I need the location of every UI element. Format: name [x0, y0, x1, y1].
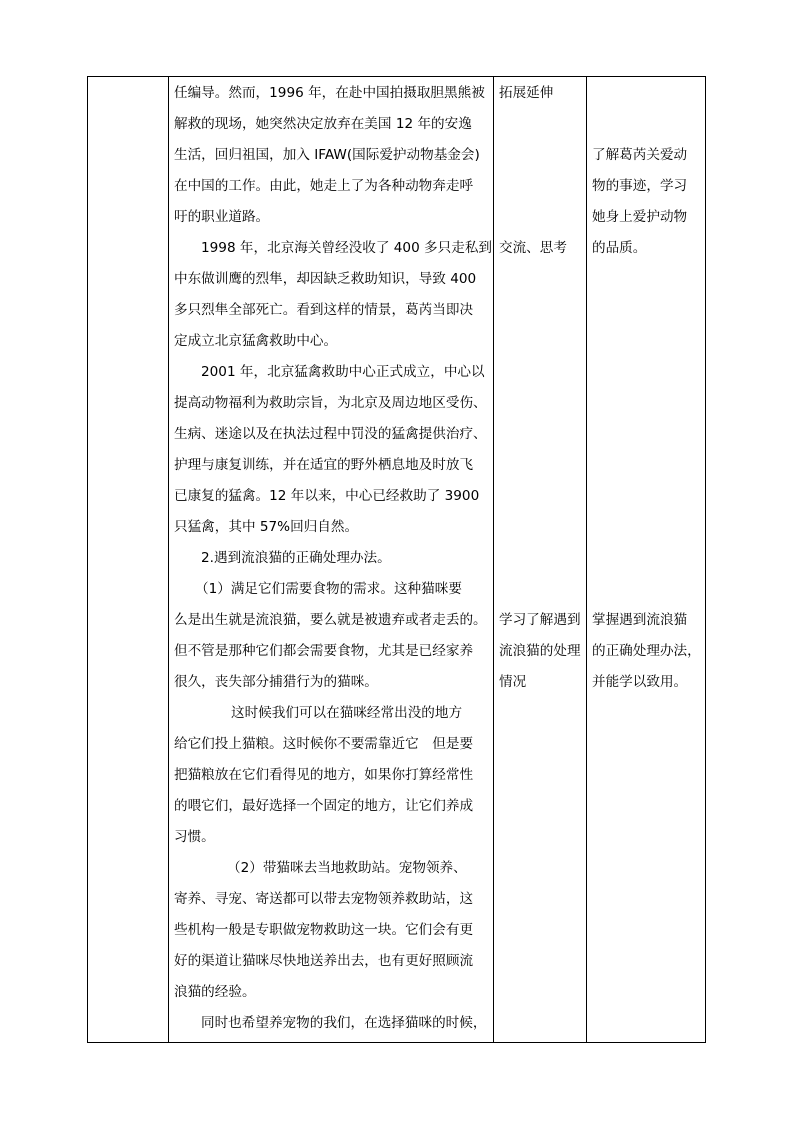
text-line: 好的渠道让猫咪尽快地送养出去，也有更好照顾流: [174, 953, 474, 969]
text-line: 这时候我们可以在猫咪经常出没的地方: [231, 705, 463, 721]
text-line: 生病、迷途以及在执法过程中罚没的猛禽提供治疗、: [174, 426, 487, 442]
goal-text: 并能学以致用。: [592, 674, 688, 690]
text-line: 同时也希望养宠物的我们，在选择猫咪的时候，: [201, 1015, 487, 1031]
text-line: 把猫粮放在它们看得见的地方，如果你打算经常性: [174, 767, 474, 783]
text-line: 很久，丧失部分捕猎行为的猫咪。: [174, 674, 378, 690]
text-line: 护理与康复训练，并在适宜的野外栖息地及时放飞: [174, 457, 474, 473]
text-line: 些机构一般是专职做宠物救助这一块。它们会有更: [174, 922, 474, 938]
activity-text: 流浪猫的处理: [499, 643, 581, 659]
activity-text: 交流、思考: [499, 240, 567, 256]
text-line: 寄养、寻宠、寄送都可以带去宠物领养救助站，这: [174, 891, 474, 907]
text-line: 1998 年，北京海关曾经没收了 400 多只走私到: [201, 240, 493, 256]
goal-text: 她身上爱护动物: [592, 209, 688, 225]
text-line: 中东做训鹰的烈隼，却因缺乏救助知识，导致 400: [174, 271, 477, 287]
goal-text: 了解葛芮关爱动: [592, 147, 688, 163]
text-line: 吁的职业道路。: [174, 209, 270, 225]
text-line: 在中国的工作。由此，她走上了为各种动物奔走呼: [174, 178, 474, 194]
goal-text: 的品质。: [592, 240, 647, 256]
text-line: 提高动物福利为救助宗旨，为北京及周边地区受伤、: [174, 395, 487, 411]
text-line: 多只烈隼全部死亡。看到这样的情景，葛芮当即决: [174, 302, 474, 318]
activity-text: 拓展延伸: [499, 85, 554, 101]
activity-column: [494, 77, 586, 1042]
text-line: 但不管是那种它们都会需要食物，尤其是已经家养: [174, 643, 474, 659]
text-line: 浪猫的经验。: [174, 984, 256, 1000]
goal-text: 的正确处理办法，: [592, 643, 701, 659]
text-line: 给它们投上猫粮。这时候你不要需靠近它 但是要: [174, 736, 474, 752]
text-line: 习惯。: [174, 829, 215, 845]
goal-text: 物的事迹，学习: [592, 178, 688, 194]
text-line: 只猛禽，其中 57%回归自然。: [174, 519, 359, 535]
goal-column: [587, 77, 707, 1042]
content-column: [169, 77, 493, 1042]
text-line: 解救的现场，她突然决定放弃在美国 12 年的安逸: [174, 116, 472, 132]
text-line: 已康复的猛禽。12 年以来，中心已经救助了 3900: [174, 488, 480, 504]
lesson-table: [87, 76, 706, 1043]
activity-text: 学习了解遇到: [499, 612, 581, 628]
activity-text: 情况: [499, 674, 527, 690]
text-line: 的喂它们，最好选择一个固定的地方，让它们养成: [174, 798, 474, 814]
text-line: 定成立北京猛禽救助中心。: [174, 333, 338, 349]
text-line: 么是出生就是流浪猫，要么就是被遗弃或者走丢的。: [174, 612, 487, 628]
section-heading: 2.遇到流浪猫的正确处理办法。: [201, 550, 391, 566]
text-line: 2001 年，北京猛禽救助中心正式成立，中心以: [201, 364, 485, 380]
text-line: 生活，回归祖国，加入 IFAW(国际爱护动物基金会): [174, 147, 480, 163]
goal-text: 掌握遇到流浪猫: [592, 612, 688, 628]
text-line: （2）带猫咪去当地救助站。宠物领养、: [227, 860, 467, 876]
text-line: 任编导。然而，1996 年，在赴中国拍摄取胆黑熊被: [174, 85, 485, 101]
text-line: （1）满足它们需要食物的需求。这种猫咪要: [195, 581, 462, 597]
